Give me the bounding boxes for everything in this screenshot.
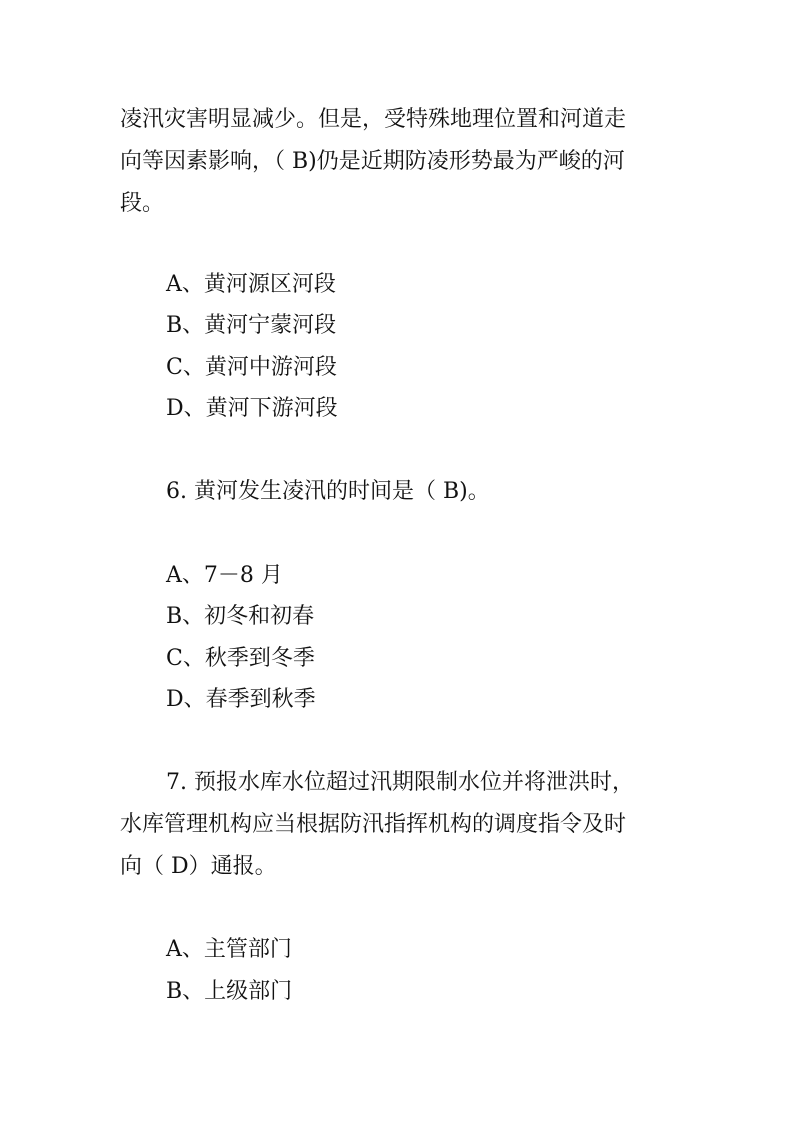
- q5-option-b: B、黄河宁蒙河段: [166, 313, 337, 338]
- q6-option-d: D、春季到秋季: [166, 687, 316, 712]
- q7-option-b: B、上级部门: [166, 979, 293, 1004]
- q7-stem-line-3: 向（ D）通报。: [120, 854, 277, 879]
- q7-stem-line-2: 水库管理机构应当根据防汛指挥机构的调度指令及时: [120, 812, 627, 837]
- q6-option-c: C、秋季到冬季: [166, 646, 315, 671]
- q5-option-d: D、黄河下游河段: [166, 396, 338, 421]
- q6-option-b: B、初冬和初春: [166, 604, 315, 629]
- q5-stem-line-2: 向等因素影响，（ B)仍是近期防凌形势最为严峻的河: [120, 149, 625, 174]
- q5-option-a: A、黄河源区河段: [166, 272, 336, 297]
- q5-stem-line-3: 段。: [120, 191, 165, 216]
- q5-stem-line-1: 凌汛灾害明显减少。但是，受特殊地理位置和河道走: [120, 107, 627, 132]
- q6-stem: 6. 黄河发生凌汛的时间是（ B)。: [166, 479, 490, 504]
- q7-stem-line-1: 7. 预报水库水位超过汛期限制水位并将泄洪时，: [166, 770, 634, 795]
- q7-option-a: A、主管部门: [166, 937, 292, 962]
- q6-option-a: A、7－8 月: [166, 563, 283, 588]
- q5-option-c: C、黄河中游河段: [166, 355, 337, 380]
